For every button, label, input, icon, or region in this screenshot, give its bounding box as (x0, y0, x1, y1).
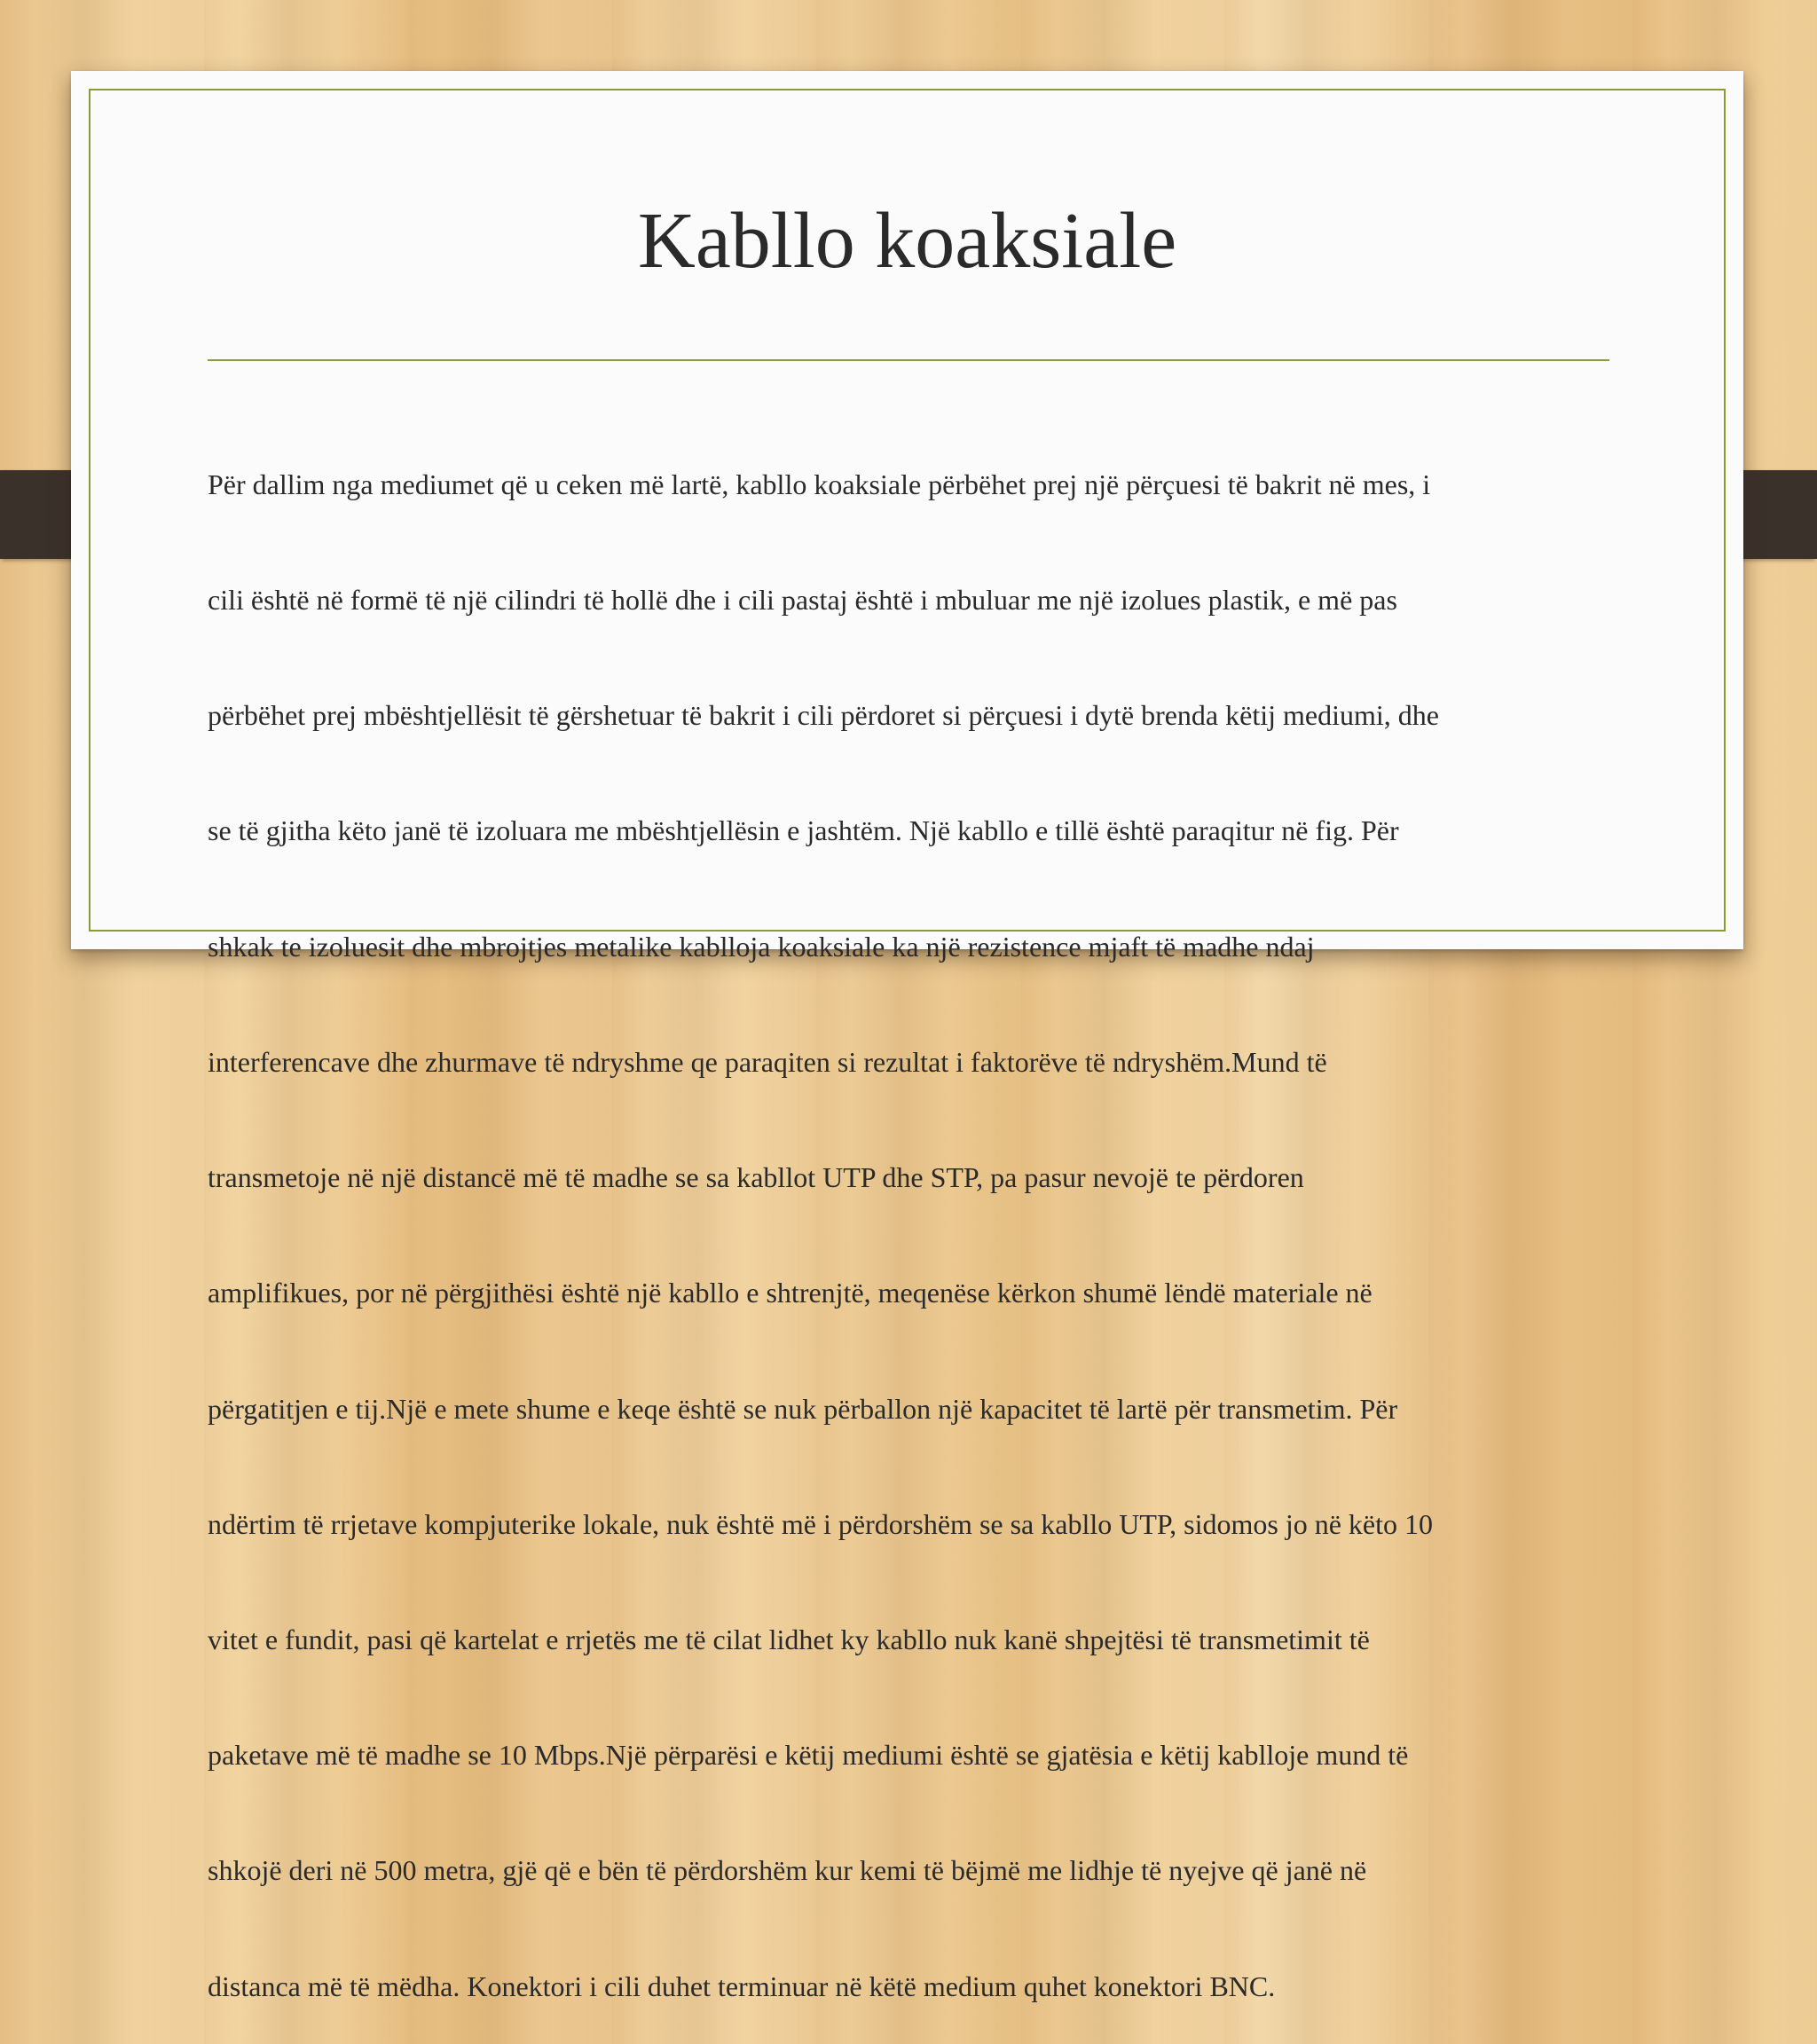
body-line: përgatitjen e tij.Një e mete shume e keqe është se nuk përballon një kapacitet të lartë për transmetim. Për (208, 1392, 1398, 1425)
body-line: distanca më të mëdha. Konektori i cili duhet terminuar në këtë medium quhet konektori BNC. (208, 1969, 1276, 2002)
body-line: amplifikues, por në përgjithësi është një kabllo e shtrenjtë, meqenëse kërkon shumë lëndë materiale në (208, 1277, 1373, 1309)
slide-paper (71, 71, 1743, 2002)
body-line: vitet e fundit, pasi që kartelat e rrjetës me të cilat lidhet ky kabllo nuk kanë shpejtësi të transmetimit të (208, 1623, 1370, 1655)
body-line: shkojë deri në 500 metra, gjë që e bën të përdorshëm kur kemi të bëjmë me lidhje të nyejve që janë në (208, 1854, 1367, 1887)
body-line: interferencave dhe zhurmave të ndryshme qe paraqiten si rezultat i faktorëve të ndryshëm.Mund të (208, 1045, 1327, 1078)
body-line: ndërtim të rrjetave kompjuterike lokale, nuk është më i përdorshëm se sa kabllo UTP, sidomos jo në këto 10 (208, 1507, 1434, 1540)
body-line: transmetoje në një distancë më të madhe se sa kabllot UTP dhe STP, pa pasur nevojë te përdoren (208, 1161, 1304, 1194)
title-divider (208, 359, 1609, 361)
body-line: shkak te izoluesit dhe mbrojtjes metalike kablloja koaksiale ka një rezistence mjaft të madhe ndaj (208, 930, 1315, 963)
slide-body-text (208, 389, 1663, 2044)
body-line: se të gjitha këto janë të izoluara me mbështjellësin e jashtëm. Një kabllo e tillë është paraqitur në fig. Për (208, 814, 1399, 847)
body-line: Për dallim nga mediumet që u ceken më lartë, kabllo koaksiale përbëhet prej një përçuesi të bakrit në mes, i (208, 468, 1431, 500)
body-line: cili është në formë të një cilindri të hollë dhe i cili pastaj është i mbuluar me një izolues plastik, e më pas (208, 584, 1397, 617)
body-line: përbëhet prej mbështjellësit të gërshetuar të bakrit i cili përdoret si përçuesi i dytë brenda këtij mediumi, dhe (208, 699, 1439, 732)
slide-title: Kabllo koaksiale (637, 197, 1177, 285)
body-line: paketave më të madhe se 10 Mbps.Një përparësi e këtij mediumi është se gjatësia e këtij kablloje mund të (208, 1739, 1409, 1772)
